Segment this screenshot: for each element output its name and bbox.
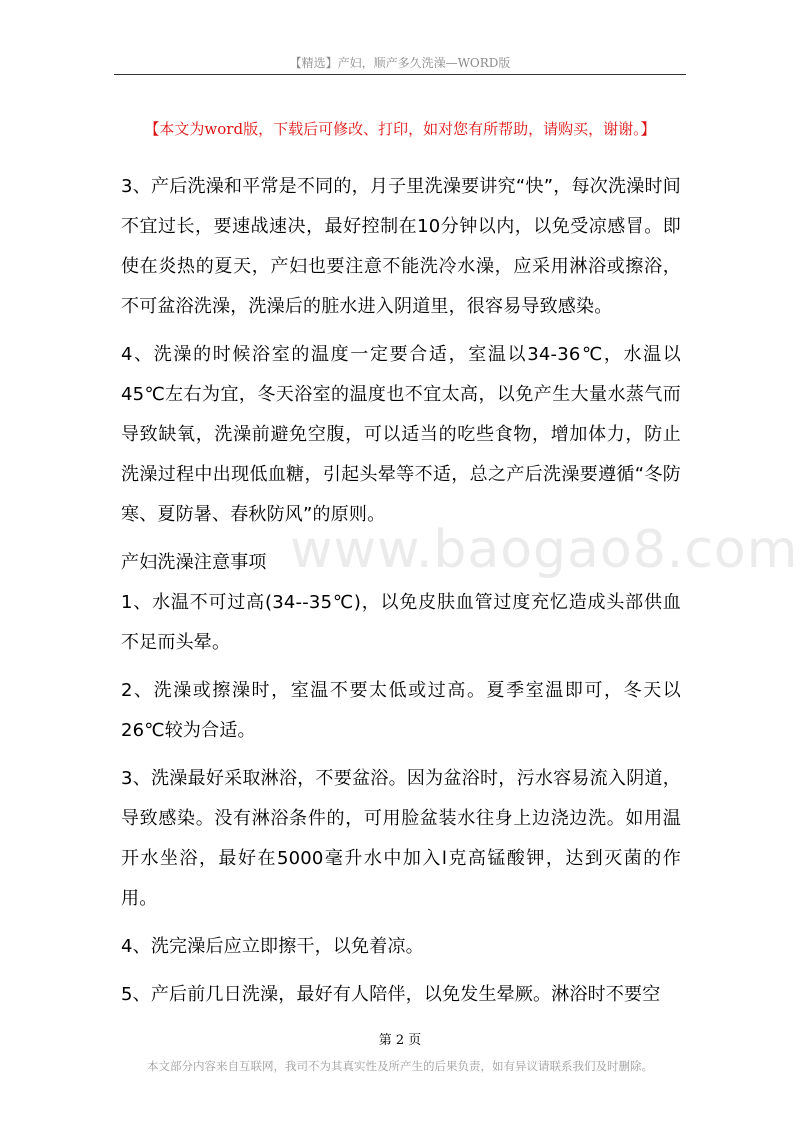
download-notice: 【本文为word版，下载后可修改、打印，如对您有所帮助，请购买，谢谢。】 xyxy=(144,120,656,138)
tip-item-4: 4、洗完澡后应立即擦干，以免着凉。 xyxy=(121,936,424,957)
tip-item-2: 2、洗澡或擦澡时，室温不要太低或过高。夏季室温即可，冬天以26℃较为合适。 xyxy=(121,680,681,741)
paragraph-3: 3、产后洗澡和平常是不同的，月子里洗澡要讲究“快”，每次洗澡时间不宜过长，要速战速决，最好控制在10分钟以内，以免受凉感冒。即使在炎热的夏天，产妇也要注意不能洗冷水澡，应采用淋浴或擦浴，不可盆浴洗澡，洗澡后的脏水进入阴道里，很容易导致感染。 xyxy=(121,176,681,317)
document-body xyxy=(121,167,681,1023)
page-header-title: 【精选】产妇，顺产多久洗澡—WORD版 xyxy=(289,56,511,70)
page-number: 第 2 页 xyxy=(378,1033,422,1048)
section-heading: 产妇洗澡注意事项 xyxy=(121,552,267,573)
tip-item-3: 3、洗澡最好采取淋浴，不要盆浴。因为盆浴时，污水容易流入阴道，导致感染。没有淋浴条件的，可用脸盆装水往身上边浇边洗。如用温开水坐浴，最好在5000毫升水中加入l克高锰酸钾，达到灭菌的作用。 xyxy=(121,768,681,909)
tip-item-5: 5、产后前几日洗澡，最好有人陪伴，以免发生晕厥。淋浴时不要空 xyxy=(121,984,661,1005)
tip-item-1: 1、水温不可过高(34--35℃)，以免皮肤血管过度充忆造成头部供血不足而头晕。 xyxy=(121,592,681,653)
paragraph-4: 4、洗澡的时候浴室的温度一定要合适，室温以34-36℃，水温以45℃左右为宜，冬天浴室的温度也不宜太高，以免产生大量水蒸气而导致缺氧，洗澡前避免空腹，可以适当的吃些食物，增加体力，防止洗澡过程中出现低血糖，引起头晕等不适，总之产后洗澡要遵循“冬防寒、夏防暑、春秋防风”的原则。 xyxy=(121,344,681,525)
footer-disclaimer: 本文部分内容来自互联网，我司不为其真实性及所产生的后果负责，如有异议请联系我们及时删除。 xyxy=(147,1059,653,1073)
header-divider xyxy=(114,74,686,75)
watermark-text: www.baogao8.com xyxy=(290,520,799,580)
